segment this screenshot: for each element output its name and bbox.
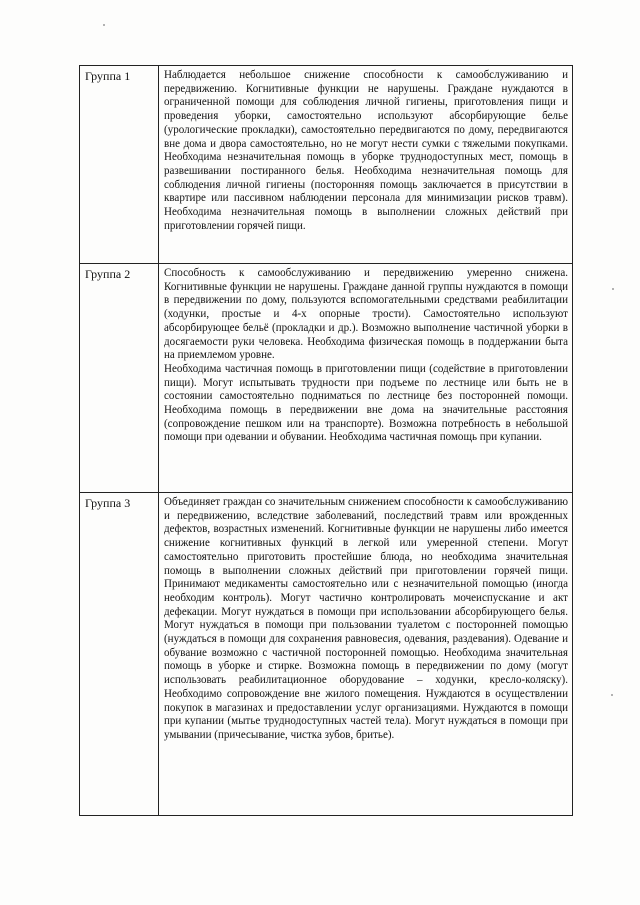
group-label: Группа 3: [80, 493, 159, 816]
description-paragraph: Способность к самообслуживанию и передвижению умеренно снижена. Когнитивные функции не нарушены. Граждане данной группы нуждаются в помощи в передвижении по дому, пользуются вспомогательными средствами реабилитации (ходунки, простые и 4-х опорные трости). Самостоятельно используют абсорбирующее бельё (прокладки и др.). Возможно выполнение частичной уборки в досягаемости руки человека. Необходима физическая помощь в поддержании быта на приемлемом уровне.: [164, 267, 568, 362]
description-paragraph: Объединяет граждан со значительным снижением способности к самообслуживанию и передвижению, вследствие заболеваний, последствий травм или врожденных дефектов, возрастных изменений. Когнитивные функции не нарушены либо имеется снижение когнитивных функций в легкой или умеренной степени. Могут самостоятельно приготовить простейшие блюда, но необходима значительная помощь в выполнении сложных действий при приготовлении горячей пищи. Принимают медикаменты самостоятельно или с незначительной помощью (иногда необходим контроль). Могут частично контролировать мочеиспускание и акт дефекации. Могут нуждаться в помощи при использовании абсорбирующего белья. Могут нуждаться в помощи при пользовании туалетом с посторонней помощью (нуждаться в помощи для сохранения равновесия, одевания, раздевания). Одевание и обувание возможно с частичной посторонней помощью. Необходима значительная помощь в уборке и стирке. Возможна помощь в передвижении по дому (могут использовать реабилитационное оборудование – ходунки, кресло-коляску). Необходимо сопровождение вне жилого помещения. Нуждаются в осуществлении покупок в магазинах и предоставлении услуг организациями. Нуждаются в помощи при купании (мытье труднодоступных частей тела). Могут нуждаться в помощи при умывании (причесывание, чистка зубов, бритье).: [164, 496, 568, 741]
scan-speck: [611, 694, 613, 696]
groups-table: [79, 65, 573, 816]
group-description: [159, 264, 573, 493]
table-row-group-2: [80, 264, 573, 493]
table-row-group-1: [80, 66, 573, 264]
description-paragraph: Наблюдается небольшое снижение способности к самообслуживанию и передвижению. Когнитивные функции не нарушены. Граждане нуждаются в ограниченной помощи для соблюдения личной гигиены, приготовления пищи и проведения уборки, самостоятельно используют абсорбирующие белье (урологические прокладки), самостоятельно передвигаются по дому, передвигаются вне дома и двора самостоятельно, но не могут нести сумки с тяжелыми покупками. Необходима незначительная помощь в уборке труднодоступных мест, помощь в развешивании постиранного белья. Необходима незначительная помощь для соблюдения личной гигиены (посторонняя помощь заключается в присутствии в квартире или пассивном наблюдении персонала для минимизации рисков травм). Необходима незначительная помощь в выполнении сложных действий при приготовлении горячей пищи.: [164, 69, 568, 232]
scan-speck: [612, 288, 614, 290]
group-label: Группа 2: [80, 264, 159, 493]
table-row-group-3: [80, 493, 573, 816]
description-paragraph: Необходима частичная помощь в приготовлении пищи (содействие в приготовлении пищи). Могут испытывать трудности при подъеме по лестнице или быть не в состоянии самостоятельно подниматься по лестнице без посторонней помощи. Необходима помощь в передвижении вне дома на значительные расстояния (сопровождение пешком или на транспорте). Возможна потребность в небольшой помощи при одевании и обувании. Необходима частичная помощь при купании.: [164, 362, 568, 444]
scan-speck: [103, 24, 105, 26]
group-description: [159, 493, 573, 816]
group-label: Группа 1: [80, 66, 159, 264]
group-description: [159, 66, 573, 264]
